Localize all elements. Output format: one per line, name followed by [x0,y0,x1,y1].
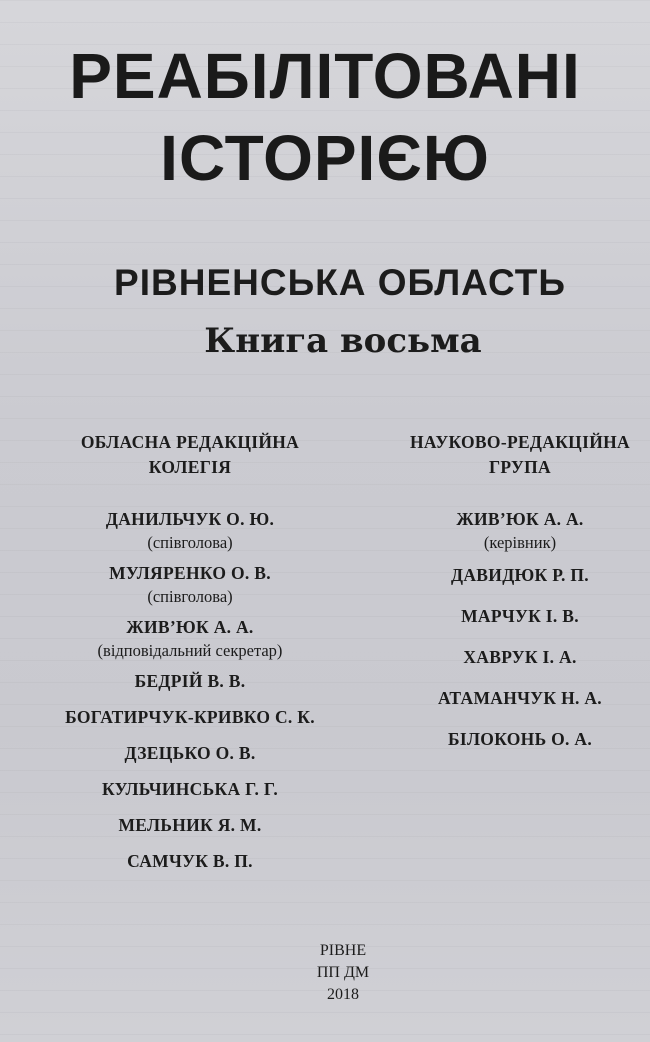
member-name: ДАНИЛЬЧУК О. Ю. [105,509,275,529]
member [390,562,650,588]
member [390,644,650,670]
member [40,812,340,838]
member-name: БОГАТИРЧУК-КРИВКО С. К. [65,707,315,727]
member [40,506,340,554]
member-name: МУЛЯРЕНКО О. В. [109,563,271,583]
imprint [0,940,650,1006]
member-name: ЖИВ’ЮК А. А. [456,509,584,529]
imprint-city: РІВНЕ [319,942,367,959]
heading-line-2: КОЛЕГІЯ [148,457,232,477]
member-name: САМЧУК В. П. [127,851,253,871]
member [390,506,650,554]
scientific-editorial-group [390,430,650,767]
member-name: ДЗЕЦЬКО О. В. [124,743,256,763]
title-line-1: РЕАБІЛІТОВАНІ [69,40,581,112]
imprint-year: 2018 [327,986,359,1003]
heading-line-1: НАУКОВО-РЕДАКЦІЙНА [410,432,630,452]
member-role: (керівник) [483,533,557,552]
member [40,740,340,766]
member [390,685,650,711]
heading-line-2: ГРУПА [489,457,551,477]
member [40,560,340,608]
column-heading [390,430,650,480]
heading-line-1: ОБЛАСНА РЕДАКЦІЙНА [80,432,300,452]
member-role: (співголова) [147,533,233,552]
member-name: ДАВИДЮК Р. П. [451,565,589,585]
member-role: (співголова) [147,587,233,606]
regional-editorial-board [40,430,340,884]
title-line-2: ІСТОРІЄЮ [160,122,490,194]
member-name: БЕДРІЙ В. В. [134,671,246,691]
member-name: АТАМАНЧУК Н. А. [438,688,602,708]
member [390,603,650,629]
member-role: (відповідальний секретар) [97,641,283,660]
member-name: БІЛОКОНЬ О. А. [447,729,593,749]
subtitle: РІВНЕНСЬКА ОБЛАСТЬ [114,262,566,303]
member [40,668,340,694]
member-name: ХАВРУК І. А. [463,647,577,667]
member [40,614,340,662]
column-heading [40,430,340,480]
member-name: КУЛЬЧИНСЬКА Г. Г. [101,779,279,799]
imprint-publisher: ПП ДМ [316,964,370,981]
member-name: МЕЛЬНИК Я. М. [118,815,262,835]
member [390,726,650,752]
member [40,704,340,730]
member-name: ЖИВ’ЮК А. А. [126,617,254,637]
member [40,776,340,802]
member [40,848,340,874]
book-number: Книга восьма [204,321,482,361]
member-name: МАРЧУК І. В. [461,606,579,626]
